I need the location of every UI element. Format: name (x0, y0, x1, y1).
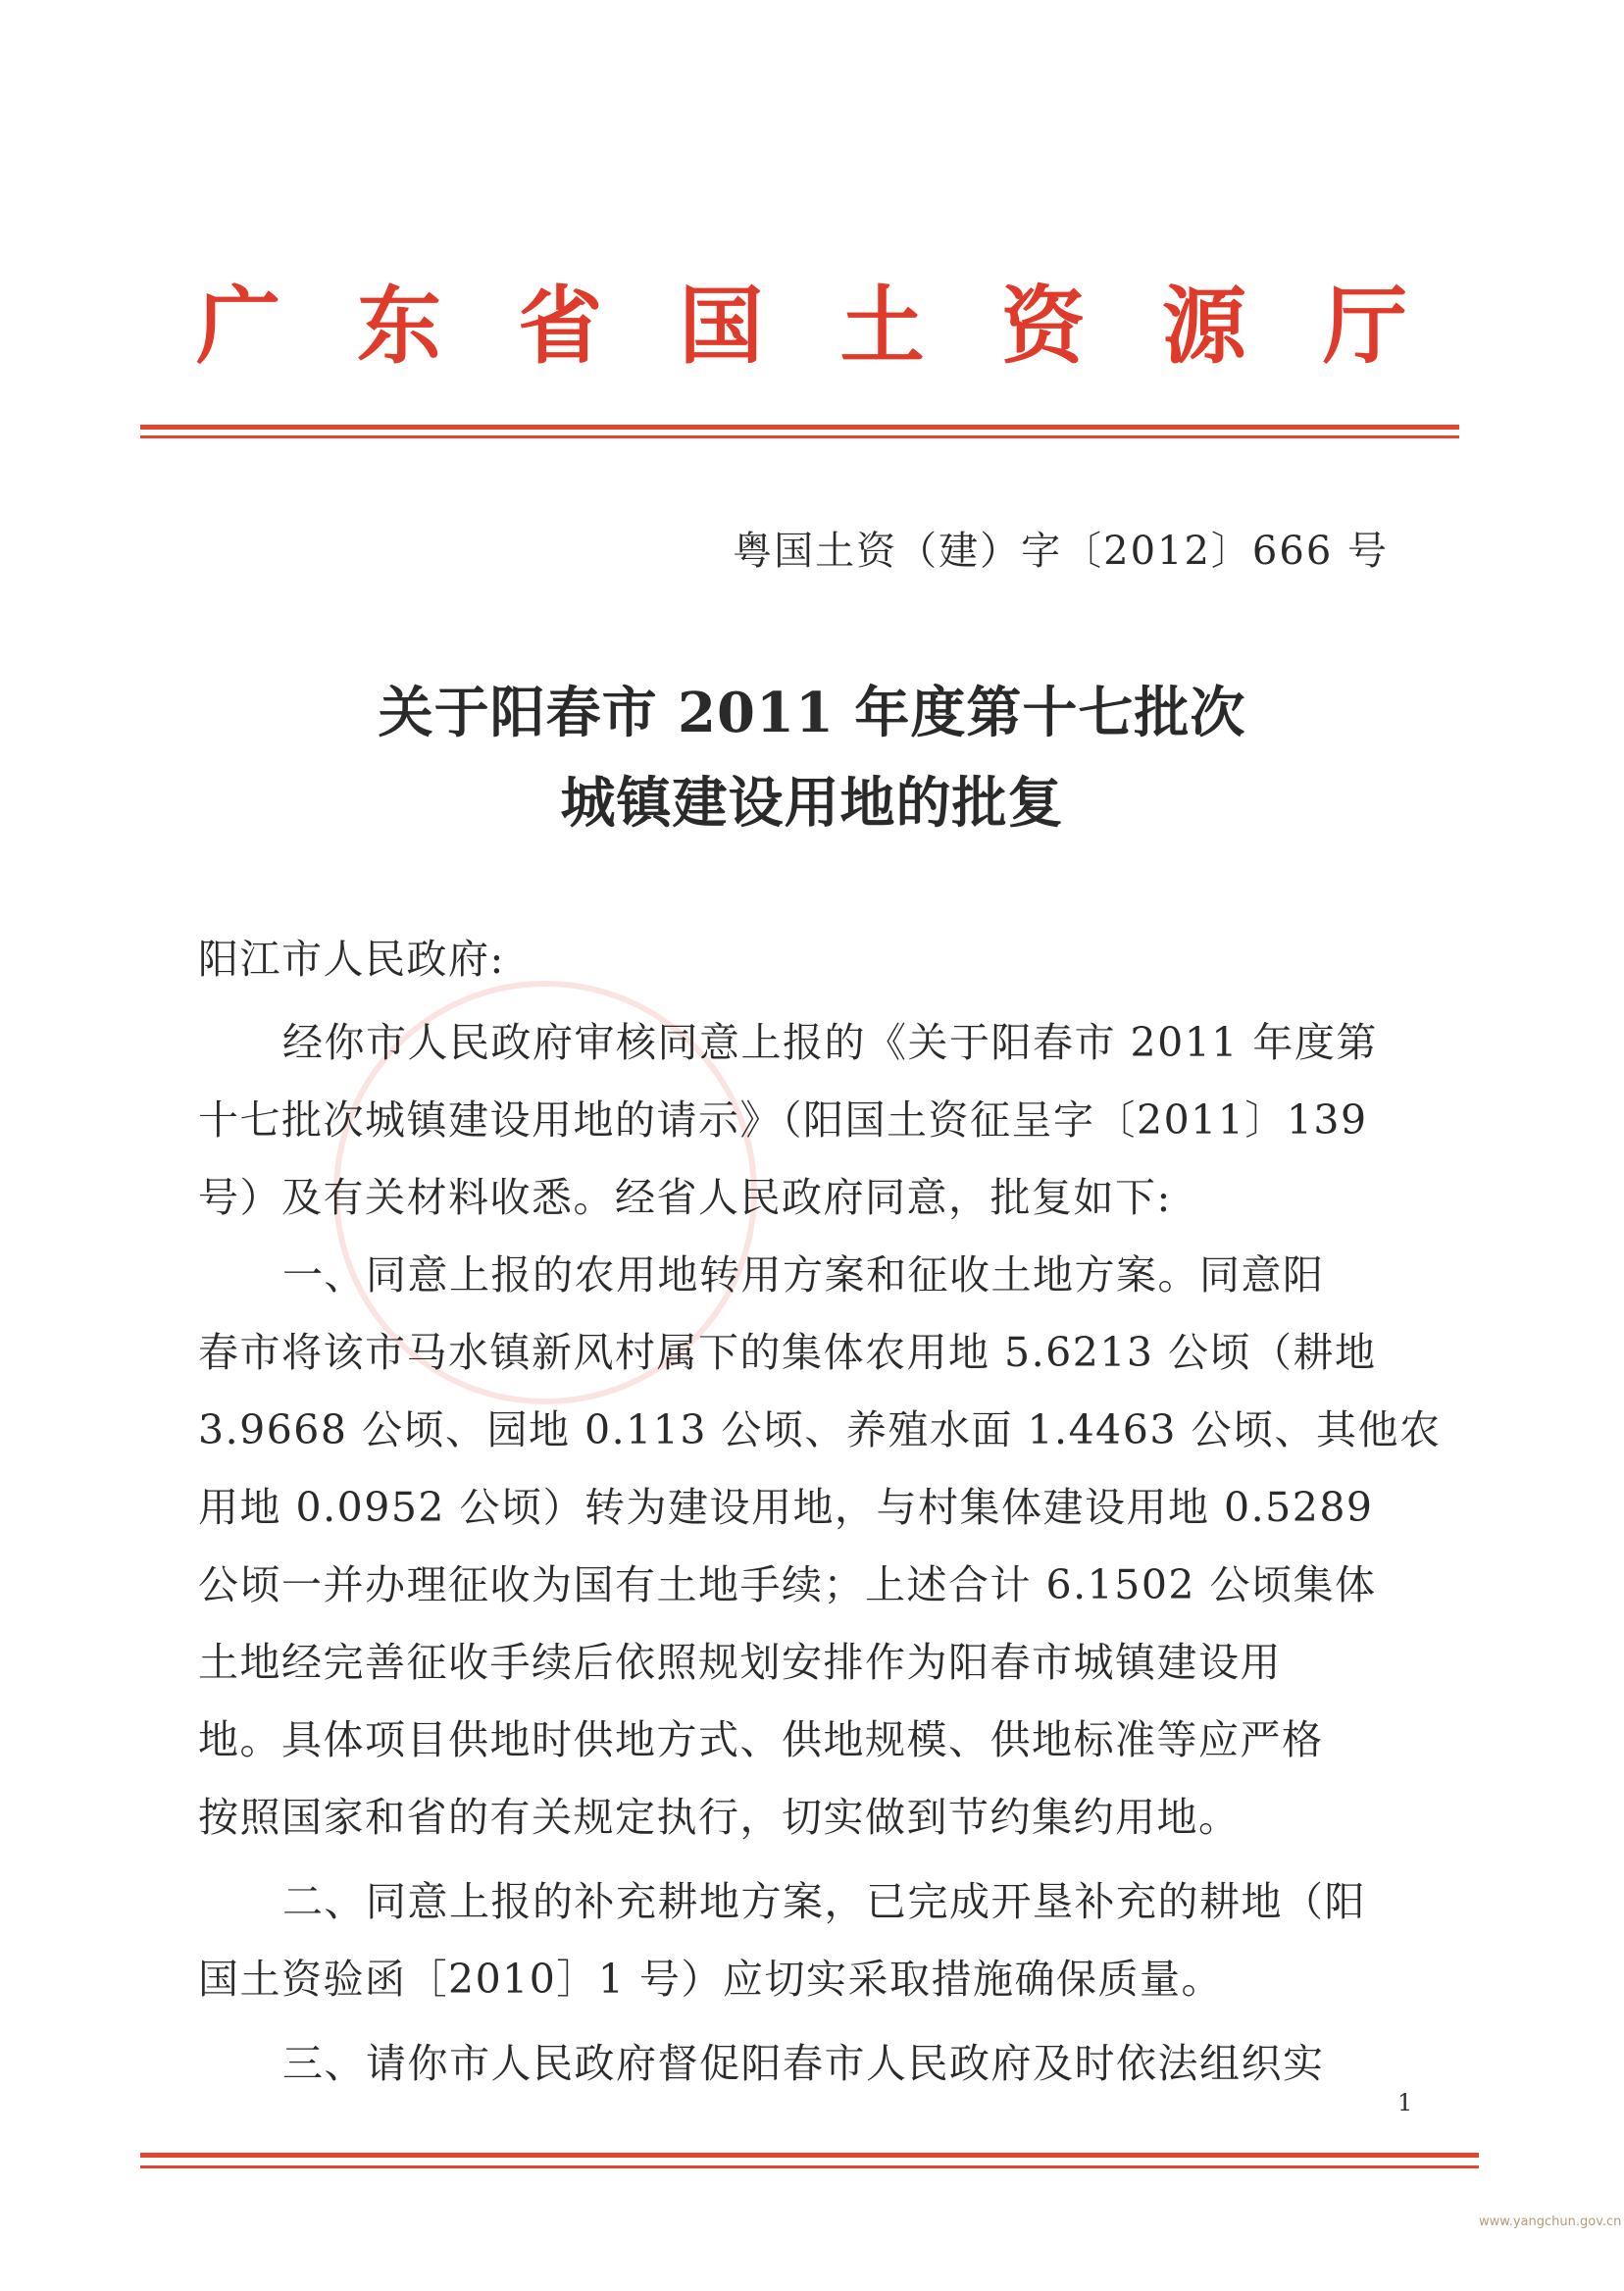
footer-rule (140, 2153, 1479, 2158)
header-rule (140, 425, 1459, 430)
body-line: 地。具体项目供地时供地方式、供地规模、供地标准等应严格 (198, 1716, 1324, 1763)
issuer-char: 广 (196, 278, 280, 376)
issuer-char: 土 (839, 278, 925, 376)
body-line: 二、同意上报的补充耕地方案，已完成开垦补充的耕地（阳 (282, 1878, 1366, 1925)
issuer-char: 资 (1000, 278, 1086, 376)
page-number: 1 (1397, 2089, 1413, 2116)
body-line: 国土资验函［2010］1 号）应切实采取措施确保质量。 (198, 1956, 1223, 2003)
issuer-char: 东 (357, 278, 442, 376)
body-line: 十七批次城镇建设用地的请示》（阳国土资征呈字〔2011〕139 (198, 1096, 1368, 1144)
body-line: 一、同意上报的农用地转用方案和征收土地方案。同意阳 (282, 1251, 1325, 1298)
body-line: 用地 0.0952 公顷）转为建设用地，与村集体建设用地 0.5289 (198, 1484, 1374, 1531)
body-line: 号）及有关材料收悉。经省人民政府同意，批复如下: (198, 1174, 1172, 1221)
body-line: 按照国家和省的有关规定执行，切实做到节约集约用地。 (198, 1794, 1241, 1841)
issuer-char: 厅 (1322, 278, 1407, 376)
issuer-char: 国 (679, 278, 764, 376)
addressee: 阳江市人民政府: (198, 936, 505, 983)
issuer-heading (196, 273, 1407, 381)
document-number: 粤国土资（建）字〔2012〕666 号 (733, 529, 1389, 574)
body-line: 三、请你市人民政府督促阳春市人民政府及时依法组织实 (282, 2040, 1325, 2087)
issuer-char: 源 (1161, 278, 1246, 376)
body-line: 公顷一并办理征收为国有土地手续；上述合计 6.1502 公顷集体 (198, 1561, 1377, 1608)
body-line: 3.9668 公顷、园地 0.113 公顷、养殖水面 1.4463 公顷、其他农 (198, 1406, 1442, 1453)
body-line: 春市将该市马水镇新风村属下的集体农用地 5.6213 公顷（耕地 (198, 1329, 1377, 1376)
body-line: 经你市人民政府审核同意上报的《关于阳春市 2011 年度第 (282, 1019, 1378, 1066)
issuer-char: 省 (518, 278, 603, 376)
site-watermark: www.yangchun.gov.cn (1479, 2215, 1622, 2229)
header-rule-secondary (140, 435, 1459, 438)
footer-rule-secondary (140, 2165, 1479, 2168)
body-line: 土地经完善征收手续后依照规划安排作为阳春市城镇建设用 (198, 1639, 1282, 1686)
document-title-line2: 城镇建设用地的批复 (560, 771, 1064, 836)
document-title-line1: 关于阳春市 2011 年度第十七批次 (378, 681, 1246, 745)
